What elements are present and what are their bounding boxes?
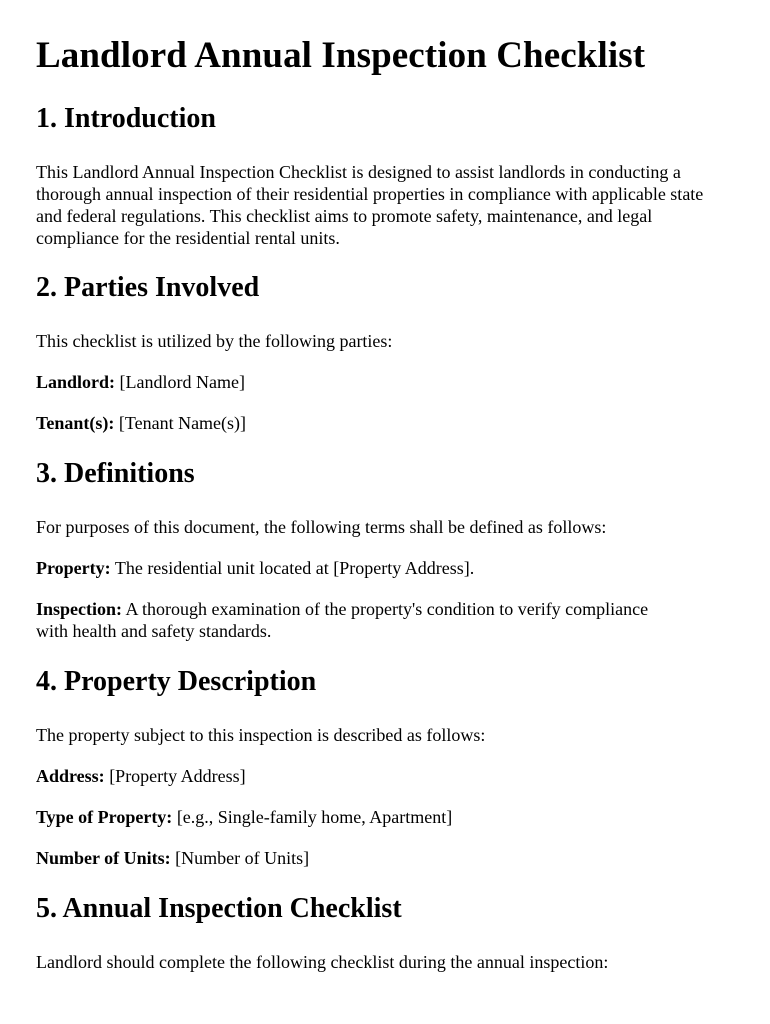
units-value: [Number of Units]: [175, 848, 310, 868]
property-type-label: Type of Property:: [36, 807, 173, 827]
property-definition: [36, 557, 726, 579]
landlord-label: Landlord:: [36, 372, 116, 392]
inspection-definition-label: Inspection:: [36, 599, 123, 619]
section-heading-introduction: 1. Introduction: [36, 103, 216, 134]
landlord-value: [Landlord Name]: [119, 372, 245, 392]
section-heading-definitions: 3. Definitions: [36, 458, 195, 489]
tenant-value: [Tenant Name(s)]: [118, 413, 247, 433]
property-definition-text: The residential unit located at [Property Address].: [114, 558, 475, 578]
parties-intro-paragraph: This checklist is utilized by the following parties:: [36, 331, 393, 351]
landlord-field: [36, 371, 726, 393]
inspection-definition: [36, 598, 676, 642]
property-description-intro: The property subject to this inspection is described as follows:: [36, 725, 486, 745]
checklist-intro-paragraph: Landlord should complete the following checklist during the annual inspection:: [36, 952, 609, 972]
document-title: Landlord Annual Inspection Checklist: [36, 35, 646, 76]
section-heading-parties: 2. Parties Involved: [36, 272, 260, 303]
address-value: [Property Address]: [109, 766, 246, 786]
property-definition-label: Property:: [36, 558, 111, 578]
inspection-definition-text: A thorough examination of the property's condition to verify compliance with health and safety standards.: [36, 599, 649, 641]
property-type-value: [e.g., Single-family home, Apartment]: [176, 807, 453, 827]
property-type-field: [36, 806, 726, 828]
definitions-intro-paragraph: For purposes of this document, the following terms shall be defined as follows:: [36, 517, 607, 537]
introduction-paragraph: This Landlord Annual Inspection Checklist is designed to assist landlords in conducting a thorough annual inspection of their residential properties in compliance with applicable state and federal regulations. This checklist aims to promote safety, maintenance, and legal compliance for the residential rental units.: [36, 162, 704, 248]
section-heading-checklist: 5. Annual Inspection Checklist: [36, 893, 402, 924]
units-field: [36, 847, 726, 869]
units-label: Number of Units:: [36, 848, 171, 868]
tenant-field: [36, 412, 726, 434]
address-field: [36, 765, 726, 787]
section-heading-property-description: 4. Property Description: [36, 666, 317, 697]
tenant-label: Tenant(s):: [36, 413, 115, 433]
address-label: Address:: [36, 766, 105, 786]
